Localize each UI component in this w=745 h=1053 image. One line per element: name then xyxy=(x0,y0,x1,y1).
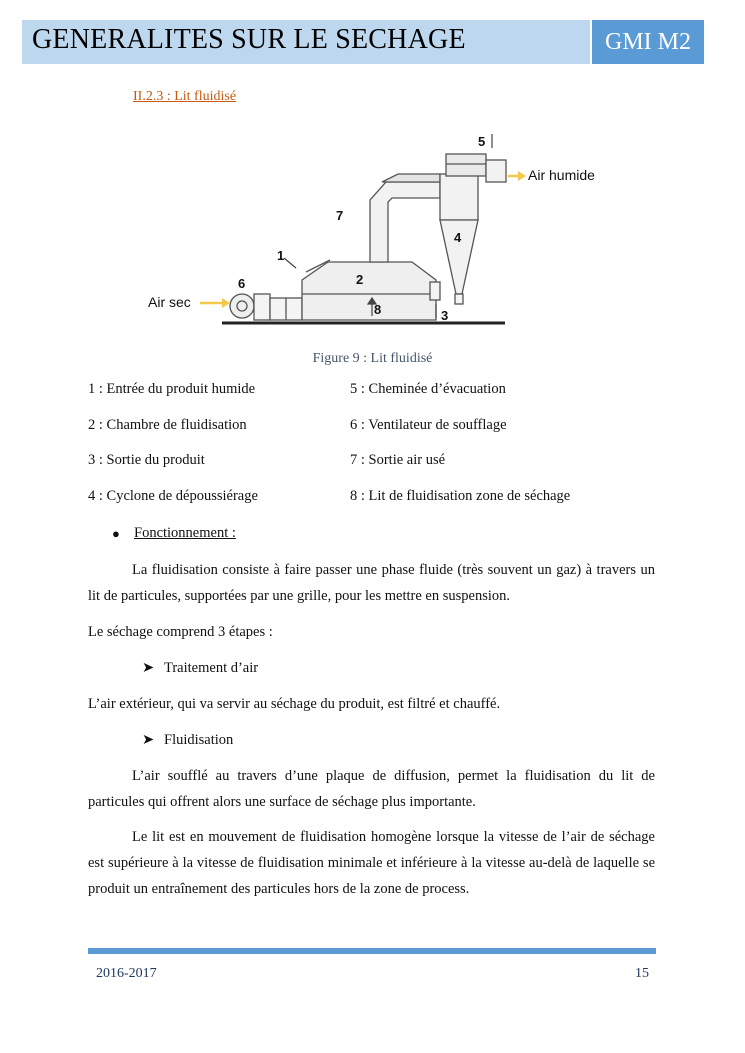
label-3: 3 xyxy=(441,308,449,323)
air-in-arrow xyxy=(200,298,230,308)
label-5: 5 xyxy=(478,134,486,149)
label-air-out: Air humide xyxy=(528,167,595,183)
legend-row xyxy=(88,417,668,453)
paragraph-homogeneous: Le lit est en mouvement de fluidisation homogène lorsque la vitesse de l’air de séchage est supérieure à la vitesse de fluidisation minimale et inférieure à la vitesse au-delà de laquelle se produit un entraînement des particules hors de la zone de process. xyxy=(88,829,655,897)
cyclone-outlet xyxy=(455,294,463,304)
label-7: 7 xyxy=(336,208,344,223)
step-label: Traitement d’air xyxy=(164,660,259,676)
legend-row xyxy=(88,452,668,488)
step-label: Fluidisation xyxy=(164,732,234,748)
legend-item-4: 4 : Cyclone de dépoussiérage xyxy=(88,487,258,504)
figure-legend xyxy=(88,381,668,523)
cyclone-body xyxy=(440,174,478,220)
bullet-dot-icon: ● xyxy=(112,526,120,541)
label-4: 4 xyxy=(454,230,462,245)
arrowhead-bullet-icon: ➤ xyxy=(142,732,155,748)
label-1: 1 xyxy=(277,248,285,263)
footer-year: 2016-2017 xyxy=(96,966,157,981)
fluidized-bed-diagram xyxy=(140,122,620,342)
air-out-arrow xyxy=(508,171,526,181)
header-badge: GMI M2 xyxy=(592,20,704,64)
figure-caption: Figure 9 : Lit fluidisé xyxy=(312,351,433,366)
bullet-label: Fonctionnement : xyxy=(134,525,236,541)
fan-motor xyxy=(254,294,270,320)
paragraph-steps-intro: Le séchage comprend 3 étapes : xyxy=(88,624,273,640)
footer-rule xyxy=(88,948,656,954)
page-title: GENERALITES SUR LE SECHAGE xyxy=(32,24,466,55)
legend-item-7: 7 : Sortie air usé xyxy=(350,452,446,468)
label-6: 6 xyxy=(238,276,246,291)
fluidisation-chamber xyxy=(302,262,436,320)
fan-housing xyxy=(230,294,254,318)
legend-item-5: 5 : Cheminée d’évacuation xyxy=(350,381,506,397)
legend-row xyxy=(88,381,668,417)
exhaust-duct xyxy=(370,182,440,262)
legend-item-6: 6 : Ventilateur de soufflage xyxy=(350,416,507,433)
page-number: 15 xyxy=(635,966,649,981)
arrowhead-bullet-icon: ➤ xyxy=(142,660,155,676)
paragraph-fluidisation: L’air soufflé au travers d’une plaque de diffusion, permet la fluidisation du lit de particules qui offrent alors une surface de séchage plus importante. xyxy=(88,768,655,810)
legend-item-8: 8 : Lit de fluidisation zone de séchage xyxy=(350,487,571,504)
legend-item-3: 3 : Sortie du produit xyxy=(88,452,205,468)
product-outlet xyxy=(430,282,440,300)
label-air-in: Air sec xyxy=(148,294,191,310)
step-air-treatment xyxy=(142,660,258,677)
section-heading: II.2.3 : Lit fluidisé xyxy=(133,89,237,104)
label-8: 8 xyxy=(374,302,382,317)
paragraph-fluidisation-definition: La fluidisation consiste à faire passer une phase fluide (très souvent un gaz) à travers un lit de particules, supportées par une grille, pour les mettre en suspension. xyxy=(88,562,655,604)
legend-row xyxy=(88,488,668,524)
paragraph-air-treatment: L’air extérieur, qui va servir au séchage du produit, est filtré et chauffé. xyxy=(88,696,501,712)
arrow-1 xyxy=(284,258,296,268)
legend-item-2: 2 : Chambre de fluidisation xyxy=(88,416,247,433)
legend-item-1: 1 : Entrée du produit humide xyxy=(88,381,256,397)
step-fluidisation xyxy=(142,732,233,749)
label-2: 2 xyxy=(356,272,364,287)
chimney-box xyxy=(446,154,486,176)
